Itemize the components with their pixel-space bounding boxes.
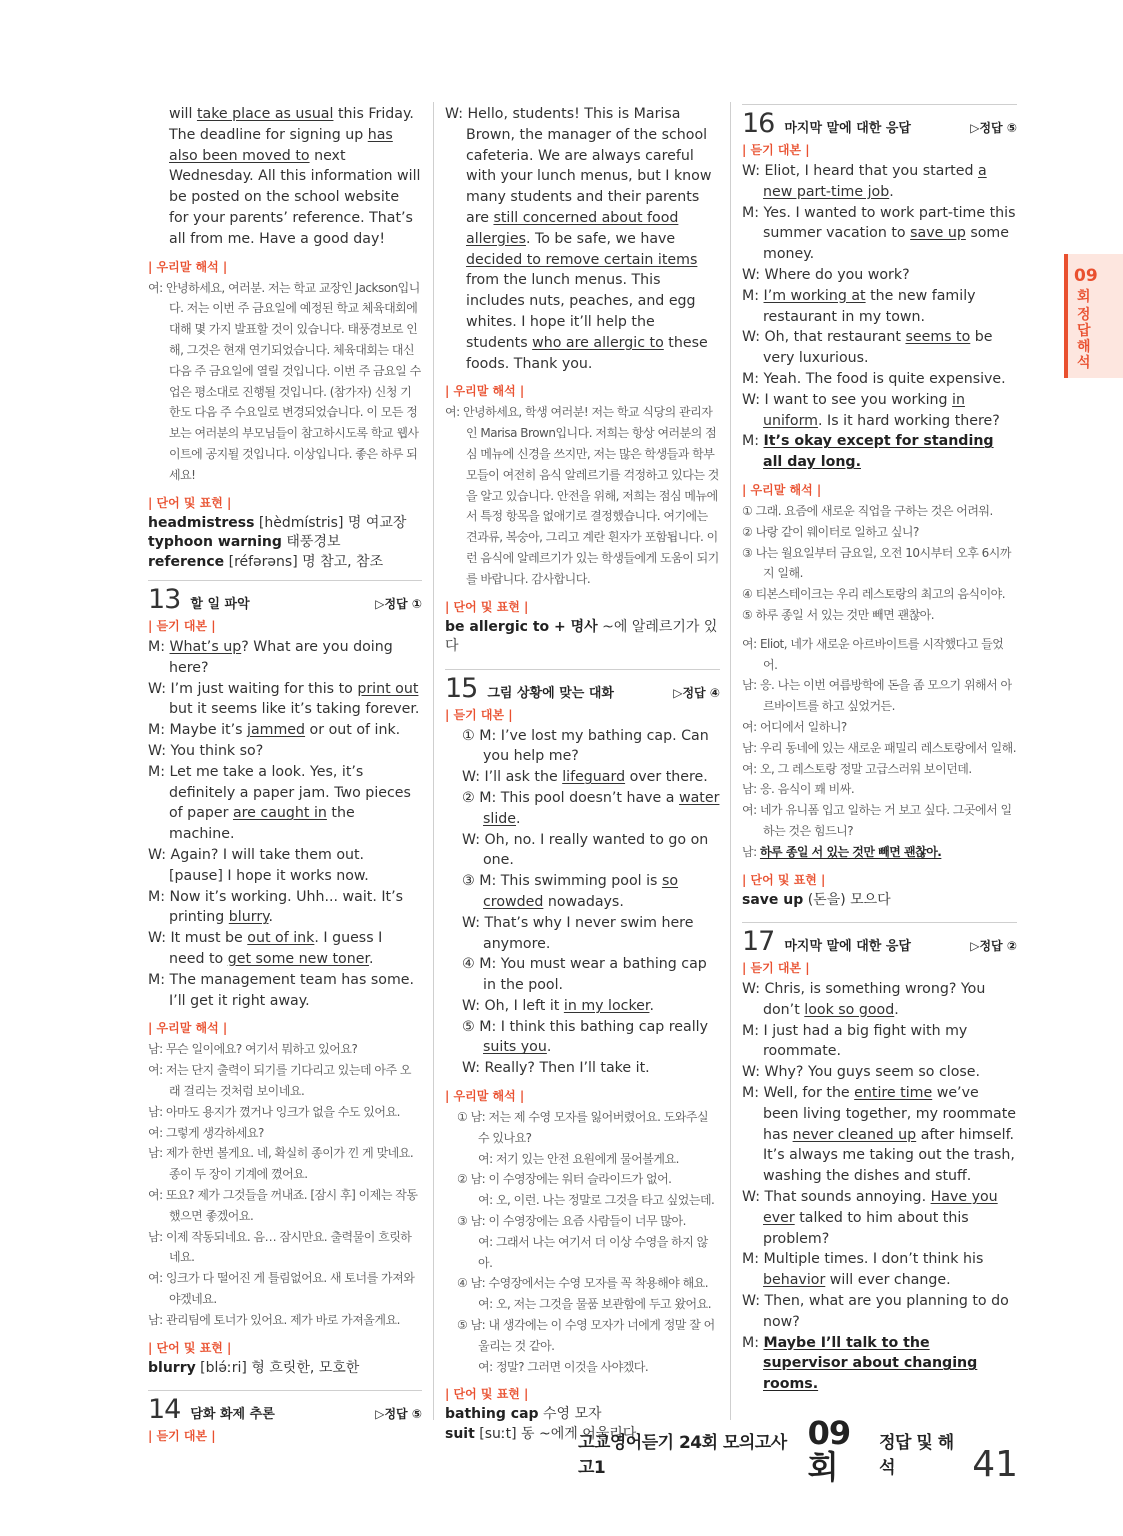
dialog-line: W: Chris, is something wrong? You don’t look so good.	[742, 981, 986, 1018]
question-number: 14	[148, 1394, 181, 1426]
translation-label: | 우리말 해석 |	[742, 482, 822, 497]
translation-line: 남: 아마도 용지가 꼈거나 잉크가 없을 수도 있어요.	[148, 1104, 400, 1119]
dialog-line: W: That sounds annoying. Have you ever talked to him about this problem?	[742, 1188, 998, 1247]
script-label: | 듣기 대본 |	[742, 143, 810, 157]
translation-line: 남: 이제 작동되네요. 음… 잠시만요. 출력물이 흐릿하네요.	[148, 1229, 412, 1265]
option-line: ① 그래. 요즘에 새로운 직업을 구하는 것은 어려워.	[742, 503, 993, 518]
vocab-label: | 단어 및 표현 |	[148, 1340, 232, 1355]
answer-label: ▷정답 ②	[970, 939, 1017, 953]
translation-line: 여: 오, 이런. 나는 정말로 그것을 타고 싶었는데.	[478, 1193, 715, 1208]
side-tab-char: 회	[1077, 289, 1091, 305]
q14-header	[148, 1390, 422, 1425]
answer-label: ▷정답 ④	[673, 685, 720, 700]
question-number: 17	[742, 926, 775, 957]
translation-line: 여: 그래서 나는 여기서 더 이상 수영을 하지 않아.	[478, 1234, 708, 1270]
dialog-line: ④ M: You must wear a bathing cap in the pool.	[462, 956, 707, 994]
question-title: 마지막 말에 대한 응답	[784, 939, 911, 954]
vocab-label: | 단어 및 표현 |	[148, 495, 232, 510]
page-footer	[578, 1414, 1018, 1486]
dialog-line: M: Yeah. The food is quite expensive.	[742, 370, 1006, 387]
dialog-line: W: Oh, no. I really wanted to go on one.	[462, 831, 709, 869]
dialog-line: M: The management team has some. I’ll get it right away.	[148, 971, 415, 1009]
q13-header	[148, 580, 422, 615]
dialog-line: W: Oh, I left it in my locker.	[462, 997, 654, 1014]
script-label: | 듣기 대본 |	[148, 1429, 216, 1444]
translation-line: 남: 응. 나는 이번 여름방학에 돈을 좀 모으기 위해서 아르바이트를 하고 싶었거든.	[742, 678, 1012, 714]
option-line: ② 나랑 같이 웨이터로 일하고 싶니?	[742, 524, 919, 539]
side-tab-char: 정	[1077, 307, 1091, 323]
translation-line: 여: 어디에서 일하니?	[742, 719, 847, 734]
question-number: 13	[148, 584, 181, 616]
vocab-item: be allergic to + 명사 ~에 알레르기가 있다	[445, 618, 718, 655]
translation-line: ③ 남: 이 수영장에는 요즘 사람들이 너무 많아.	[457, 1214, 686, 1229]
answer-label: ▷정답 ⑤	[970, 121, 1017, 135]
q14-translation: 여: 안녕하세요, 학생 여러분! 저는 학교 식당의 관리자인 Marisa Brown입니다. 저희는 항상 여러분의 점심 메뉴에 신경을 쓰지만, 저는 많은 학생들과 학부모들이 여전히 음식 알레르기를 걱정하고 있다는 것을 알고 있습니다. 안전을 위해, 저희는 점심 메뉴에서 특정 항목을 없애기로 결정했습니다. 여기에는 견과류, 복숭아, 그리고 계란 흰자가 포함됩니다. 이런 음식에 알레르기가 있는 학생들에게 도움이 되기를 바랍니다. 감사합니다.	[445, 405, 719, 586]
translation-line: 여: 정말? 그러면 이것을 사야겠다.	[478, 1359, 649, 1374]
option-line: ⑤ 하루 종일 서 있는 것만 빼면 괜찮아.	[742, 607, 935, 622]
dialog-line: ② M: This pool doesn’t have a water slide.	[462, 789, 720, 827]
dialog-line: W: Really? Then I’ll take it.	[462, 1060, 650, 1077]
question-title: 할 일 파악	[190, 597, 250, 613]
answer-label: ▷정답 ⑤	[375, 1407, 422, 1422]
side-tab-char: 답	[1077, 323, 1091, 339]
vocab-item: reference [réfərəns] 명 참고, 참조	[148, 553, 384, 570]
translation-line: 여: 그렇게 생각하세요?	[148, 1125, 264, 1140]
translation-label: | 우리말 해석 |	[445, 1089, 525, 1104]
column-1	[148, 104, 422, 1447]
side-tab-char: 석	[1077, 355, 1091, 371]
dialog-line: M: What’s up? What are you doing here?	[148, 639, 393, 676]
vocab-item: save up (돈을) 모으다	[742, 891, 891, 908]
side-tab	[1064, 254, 1123, 378]
translation-line: 남: 우리 동네에 있는 새로운 패밀리 레스토랑에서 일해.	[742, 740, 1017, 755]
side-tab-number: 09	[1074, 266, 1098, 286]
dialog-line: W: I’m just waiting for this to print out but it seems like it’s taking forever.	[148, 680, 420, 718]
vocab-item: typhoon warning 태풍경보	[148, 534, 341, 551]
dialog-line: W: It must be out of ink. I guess I need to get some new toner.	[148, 930, 383, 967]
question-number: 16	[742, 108, 775, 139]
option-line: ③ 나는 월요일부터 금요일, 오전 10시부터 오후 6시까지 일해.	[742, 545, 1011, 581]
translation-line: 여: 저는 단지 출력이 되기를 기다리고 있는데 아주 오래 걸리는 것처럼 보이네요.	[148, 1063, 411, 1098]
dialog-line: M: Maybe I’ll talk to the supervisor about changing rooms.	[742, 1334, 978, 1393]
translation-line: 여: Eliot, 네가 새로운 아르바이트를 시작했다고 들었어.	[742, 636, 1004, 672]
vocab-item: blurry [blə́ːri] 형 흐릿한, 모호한	[148, 1359, 360, 1376]
column-2	[445, 104, 720, 1444]
dialog-line: ③ M: This swimming pool is so crowded nowadays.	[462, 873, 679, 910]
dialog-line: W: Eliot, I heard that you started a new part-time job.	[742, 163, 987, 200]
dialog-line: M: I’m working at the new family restaurant in my town.	[742, 287, 976, 325]
translation-label: | 우리말 해석 |	[445, 384, 525, 399]
q12-script-continued: will take place as usual this Friday. The deadline for signing up has also been moved to next Wednesday. All this information will be posted on the school website for your parents’ reference. That’s all from me. Have a good day!	[169, 106, 421, 247]
vocab-label: | 단어 및 표현 |	[445, 1387, 529, 1402]
footer-section: 정답 및 해석	[879, 1433, 954, 1478]
question-title: 마지막 말에 대한 응답	[784, 121, 911, 136]
footer-book-title: 고교영어듣기 24회 모의고사 고1	[578, 1433, 787, 1478]
translation-line: 남: 제가 한번 볼게요. 네, 확실히 종이가 낀 게 맞네요. 종이 두 장이 기계에 꼈어요.	[148, 1146, 414, 1182]
dialog-line: W: Oh, that restaurant seems to be very luxurious.	[742, 329, 993, 367]
q12-translation: 여: 안녕하세요, 여러분. 저는 학교 교장인 Jackson입니다. 저는 이번 주 금요일에 예정된 학교 체육대회에 대해 몇 가지 발표할 것이 있습니다. 태풍경보로 인해, 그것은 현재 연기되었습니다. 체육대회는 대신 다음 주 금요일에 열릴 것입니다. 이번 주 금요일 수업은 평소대로 진행될 것입니다. (참가자) 신청 기한도 다음 주 수요일로 변경되었습니다. 이 모든 정보는 여러분의 부모님들이 참고하시도록 학교 웹사이트에 공지될 것입니다. 이상입니다. 좋은 하루 되세요!	[148, 280, 421, 482]
dialog-line: W: Again? I will take them out. [pause] I hope it works now.	[148, 847, 369, 884]
dialog-line: W: Then, what are you planning to do now?	[742, 1292, 1009, 1330]
dialog-line: M: Maybe it’s jammed or out of ink.	[148, 722, 401, 739]
dialog-line: M: Multiple times. I don’t think his behavior will ever change.	[742, 1251, 984, 1289]
vocab-item: headmistress [hèdmístris] 명 여교장	[148, 514, 407, 531]
vocab-label: | 단어 및 표현 |	[742, 872, 826, 887]
q16-header	[742, 104, 1017, 139]
dialog-line: M: I just had a big fight with my roommate.	[742, 1022, 968, 1060]
translation-line: 여: 잉크가 다 떨어진 게 틀림없어요. 새 토너를 가져와야겠네요.	[148, 1271, 415, 1306]
translation-line: 남: 관리팀에 토너가 있어요. 제가 바로 가져올게요.	[148, 1312, 400, 1327]
column-divider-2	[730, 102, 731, 1420]
question-title: 담화 화제 추론	[190, 1407, 275, 1423]
dialog-line: W: You think so?	[148, 743, 264, 760]
dialog-line: ① M: I’ve lost my bathing cap. Can you help me?	[462, 727, 709, 765]
translation-line: 여: 오, 저는 그것을 물품 보관함에 두고 왔어요.	[478, 1297, 712, 1312]
dialog-line: M: Yes. I wanted to work part-time this summer vacation to save up some money.	[742, 204, 1016, 263]
translation-line: ④ 남: 수영장에서는 수영 모자를 꼭 착용해야 해요.	[457, 1276, 709, 1291]
side-tab-char: 해	[1077, 339, 1091, 355]
q14-script: W: Hello, students! This is Marisa Brown, the manager of the school cafeteria. We are always careful with your lunch menus, but I know many students and their parents are still concerned about food allergies. To be safe, we have decided to remove certain items from the lunch menus. This includes nuts, peaches, and egg whites. I hope it’ll help the students who are allergic to these foods. Thank you.	[445, 106, 712, 372]
q15-header	[445, 669, 720, 704]
vocab-label: | 단어 및 표현 |	[445, 599, 529, 614]
translation-line: ② 남: 이 수영장에는 워터 슬라이드가 없어.	[457, 1172, 672, 1187]
translation-line: 남: 무슨 일이에요? 여기서 뭐하고 있어요?	[148, 1042, 358, 1057]
script-label: | 듣기 대본 |	[445, 707, 513, 722]
vocab-item: suit [suːt] 동 ~에게 어울리다	[445, 1425, 637, 1442]
translation-line: 여: 네가 유니폼 입고 일하는 거 보고 싶다. 그곳에서 일하는 것은 힘드니?	[742, 803, 1012, 838]
dialog-line: M: It’s okay except for standing all day long.	[742, 433, 994, 471]
dialog-line: W: Where do you work?	[742, 266, 910, 283]
dialog-line: M: Now it’s working. Uhh... wait. It’s printing blurry.	[148, 888, 404, 926]
dialog-line: M: Let me take a look. Yes, it’s definitely a paper jam. Two pieces of paper are caught in the machine.	[148, 763, 411, 843]
footer-test-number: 09회	[807, 1414, 851, 1486]
question-title: 그림 상황에 맞는 대화	[487, 685, 614, 701]
q17-header	[742, 922, 1017, 957]
vocab-item: bathing cap 수영 모자	[445, 1406, 602, 1423]
answer-label: ▷정답 ①	[375, 597, 422, 612]
translation-label: | 우리말 해석 |	[148, 1021, 228, 1036]
dialog-line: W: I want to see you working in uniform. Is it hard working there?	[742, 391, 1000, 429]
question-number: 15	[445, 672, 478, 704]
translation-line: 여: 또요? 제가 그것들을 꺼내죠. [잠시 후] 이제는 작동했으면 좋겠어요.	[148, 1187, 418, 1223]
dialog-line: W: That’s why I never swim here anymore.	[462, 914, 694, 952]
script-label: | 듣기 대본 |	[148, 619, 216, 634]
dialog-line: W: I’ll ask the lifeguard over there.	[462, 769, 708, 786]
option-line: ④ 티본스테이크는 우리 레스토랑의 최고의 음식이야.	[742, 587, 1006, 602]
dialog-line: M: Well, for the entire time we’ve been living together, my roommate has never cleaned up after himself. It’s always me taking out the trash, washing the dishes and stuff.	[742, 1084, 1017, 1185]
page-number: 41	[972, 1444, 1018, 1485]
translation-line: ① 남: 저는 제 수영 모자를 잃어버렸어요. 도와주실 수 있나요?	[457, 1110, 709, 1145]
column-3	[742, 104, 1017, 1395]
translation-line: 남: 응. 음식이 꽤 비싸.	[742, 782, 855, 797]
translation-label: | 우리말 해석 |	[148, 259, 228, 274]
translation-line: 여: 저기 있는 안전 요원에게 물어볼게요.	[478, 1151, 679, 1166]
translation-line: ⑤ 남: 내 생각에는 이 수영 모자가 너에게 정말 잘 어울리는 것 같아.	[457, 1318, 715, 1353]
column-divider-1	[433, 102, 434, 1420]
script-label: | 듣기 대본 |	[742, 961, 810, 975]
translation-line: 여: 오, 그 레스토랑 정말 고급스러워 보이던데.	[742, 761, 972, 776]
dialog-line: ⑤ M: I think this bathing cap really suits you.	[462, 1018, 709, 1056]
dialog-line: W: Why? You guys seem so close.	[742, 1064, 981, 1081]
translation-line: 남: 하루 종일 서 있는 것만 빼면 괜찮아.	[742, 844, 942, 859]
